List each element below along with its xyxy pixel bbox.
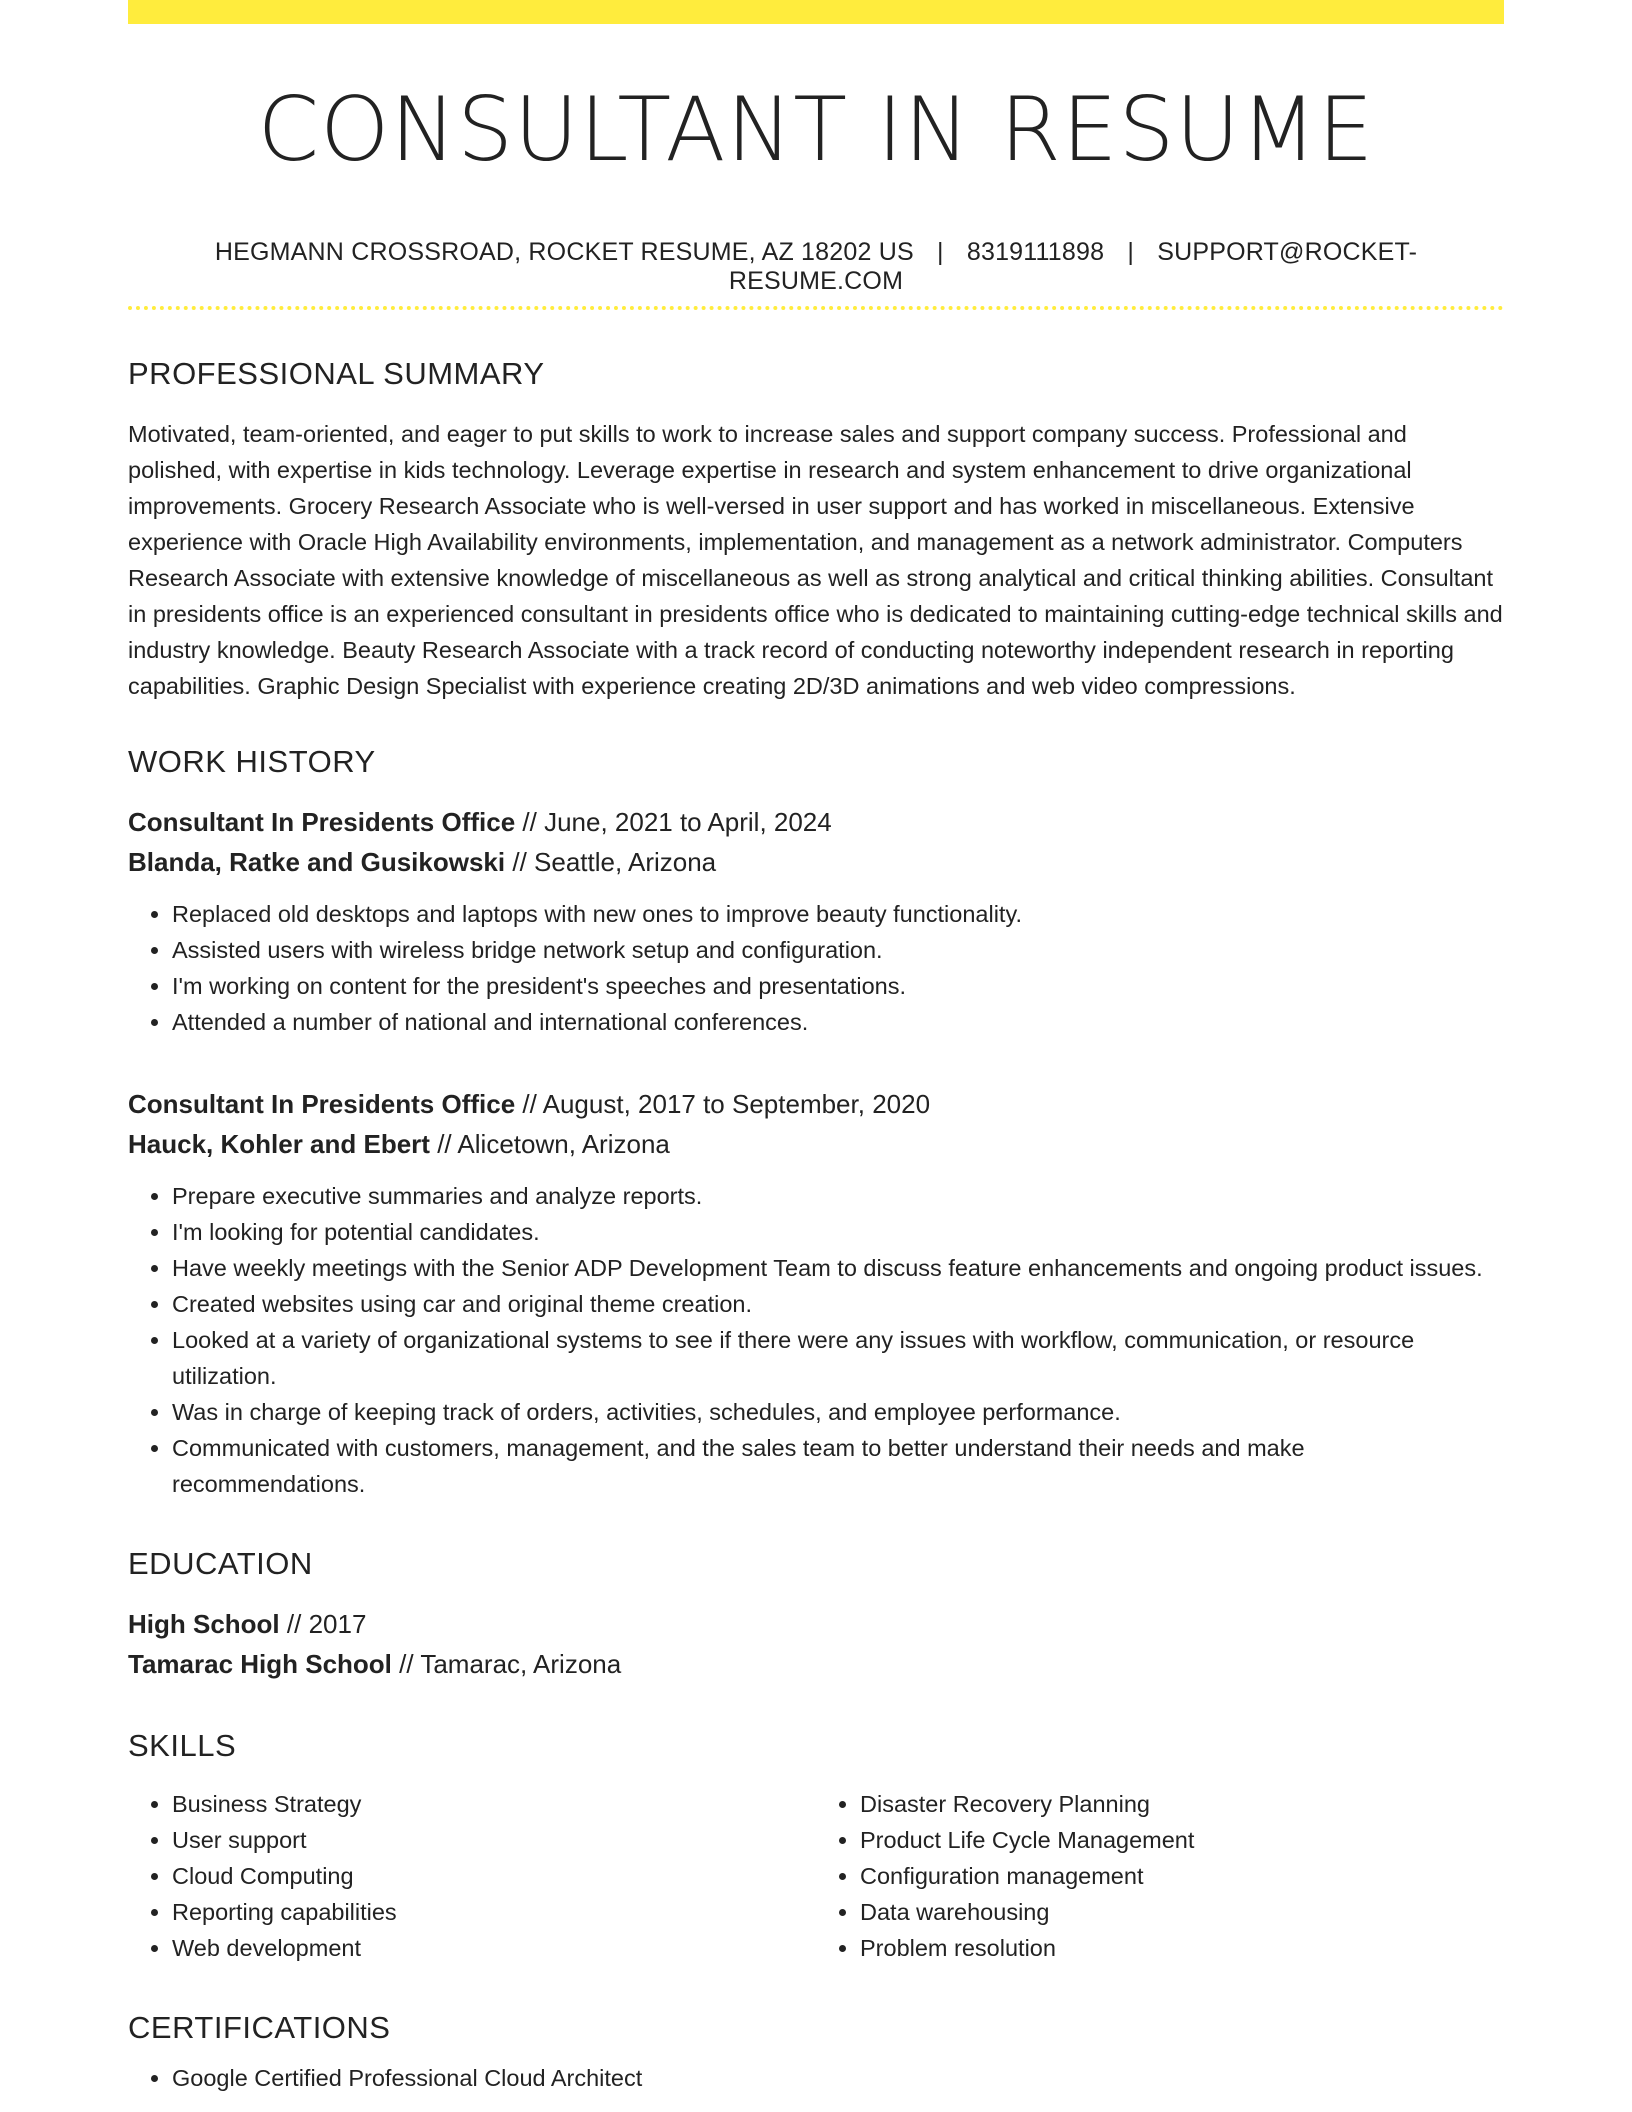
job-role: Consultant In Presidents Office bbox=[128, 1089, 516, 1119]
top-accent-bar bbox=[128, 0, 1504, 24]
skill-item: • Reporting capabilities bbox=[172, 1894, 816, 1930]
skills-grid bbox=[128, 1786, 1504, 1966]
education-school: Tamarac High School bbox=[128, 1649, 392, 1679]
job-bullets bbox=[128, 896, 1504, 1040]
job-bullet: • Was in charge of keeping track of orders, activities, schedules, and employee performance. bbox=[172, 1394, 1504, 1430]
job-bullet: • Assisted users with wireless bridge network setup and configuration. bbox=[172, 932, 1504, 968]
job-bullets bbox=[128, 1178, 1504, 1502]
job-bullet: • Have weekly meetings with the Senior ADP Development Team to discuss feature enhancements and ongoing product issues. bbox=[172, 1250, 1504, 1286]
education-year: // 2017 bbox=[279, 1609, 367, 1639]
job-location: // Alicetown, Arizona bbox=[429, 1129, 670, 1159]
job-bullet: • I'm looking for potential candidates. bbox=[172, 1214, 1504, 1250]
skills-column-right bbox=[816, 1786, 1504, 1966]
job-company: Blanda, Ratke and Gusikowski bbox=[128, 847, 506, 877]
skill-item: • Business Strategy bbox=[172, 1786, 816, 1822]
skills-column-left bbox=[128, 1786, 816, 1966]
job-bullet: • Prepare executive summaries and analyze reports. bbox=[172, 1178, 1504, 1214]
skill-item: • Web development bbox=[172, 1930, 816, 1966]
dotted-divider bbox=[128, 306, 1504, 310]
contact-separator: | bbox=[937, 238, 944, 266]
contact-phone[interactable]: 8319111898 bbox=[966, 238, 1105, 266]
education-entry bbox=[128, 1604, 1504, 1684]
job-bullet: • I'm working on content for the president's speeches and presentations. bbox=[172, 968, 1504, 1004]
certifications-section bbox=[128, 2010, 1504, 2096]
certification-list bbox=[128, 2060, 1504, 2096]
job-location: // Seattle, Arizona bbox=[505, 847, 717, 877]
job-bullet: • Attended a number of national and international conferences. bbox=[172, 1004, 1504, 1040]
job-company-line bbox=[128, 842, 1504, 882]
education-degree: High School bbox=[128, 1609, 280, 1639]
skill-item: • User support bbox=[172, 1822, 816, 1858]
certification-item: • Google Certified Professional Cloud Architect bbox=[172, 2060, 1504, 2096]
job-role-line bbox=[128, 802, 1504, 842]
section-title-work: WORK HISTORY bbox=[128, 744, 376, 779]
skill-item: • Product Life Cycle Management bbox=[860, 1822, 1504, 1858]
section-title-education: EDUCATION bbox=[128, 1546, 313, 1581]
section-title-certifications: CERTIFICATIONS bbox=[128, 2010, 391, 2045]
job-company-line bbox=[128, 1124, 1504, 1164]
job-bullet: • Looked at a variety of organizational systems to see if there were any issues with workflow, communication, or resource utilization. bbox=[172, 1322, 1504, 1394]
section-title-summary: PROFESSIONAL SUMMARY bbox=[128, 356, 545, 391]
summary-text: Motivated, team-oriented, and eager to put skills to work to increase sales and support company success. Professional and polished, with expertise in kids technology. Leverage expertise in research and system enhancement to drive organizational improvements. Grocery Research Associate who is well-versed in user support and has worked in miscellaneous. Extensive experience with Oracle High Availability environments, implementation, and management as a network administrator. Computers Research Associate with extensive knowledge of miscellaneous as well as strong analytical and critical thinking abilities. Consultant in presidents office is an experienced consultant in presidents office who is dedicated to maintaining cutting-edge technical skills and industry knowledge. Beauty Research Associate with a track record of conducting noteworthy independent research in reporting capabilities. Graphic Design Specialist with experience creating 2D/3D animations and web video compressions. bbox=[128, 421, 1503, 699]
skill-item: • Data warehousing bbox=[860, 1894, 1504, 1930]
skills-section bbox=[128, 1728, 1504, 1966]
job-role-line bbox=[128, 1084, 1504, 1124]
section-title-skills: SKILLS bbox=[128, 1728, 237, 1763]
education-degree-line bbox=[128, 1604, 1504, 1644]
education-location: // Tamarac, Arizona bbox=[391, 1649, 622, 1679]
job-bullet: • Created websites using car and original theme creation. bbox=[172, 1286, 1504, 1322]
job-bullet: • Communicated with customers, management, and the sales team to better understand their needs and make recommendations. bbox=[172, 1430, 1504, 1502]
skill-item: • Configuration management bbox=[860, 1858, 1504, 1894]
education-section bbox=[128, 1546, 1504, 1684]
job-entry bbox=[128, 802, 1504, 1040]
job-dates: // June, 2021 to April, 2024 bbox=[515, 807, 832, 837]
resume-content bbox=[128, 356, 1504, 2096]
job-company: Hauck, Kohler and Ebert bbox=[128, 1129, 430, 1159]
job-bullet: • Replaced old desktops and laptops with new ones to improve beauty functionality. bbox=[172, 896, 1504, 932]
contact-line bbox=[128, 238, 1504, 296]
job-role: Consultant In Presidents Office bbox=[128, 807, 516, 837]
contact-address: HEGMANN CROSSROAD, ROCKET RESUME, AZ 18202 US bbox=[214, 238, 914, 266]
skill-item: • Disaster Recovery Planning bbox=[860, 1786, 1504, 1822]
contact-separator: | bbox=[1127, 238, 1135, 266]
education-school-line bbox=[128, 1644, 1504, 1684]
job-entry bbox=[128, 1084, 1504, 1502]
skill-item: • Problem resolution bbox=[860, 1930, 1504, 1966]
skill-item: • Cloud Computing bbox=[172, 1858, 816, 1894]
resume-title: CONSULTANT IN RESUME bbox=[257, 78, 1375, 181]
job-dates: // August, 2017 to September, 2020 bbox=[515, 1089, 931, 1119]
contact-email[interactable]: SUPPORT@ROCKET-RESUME.COM bbox=[728, 238, 1418, 295]
